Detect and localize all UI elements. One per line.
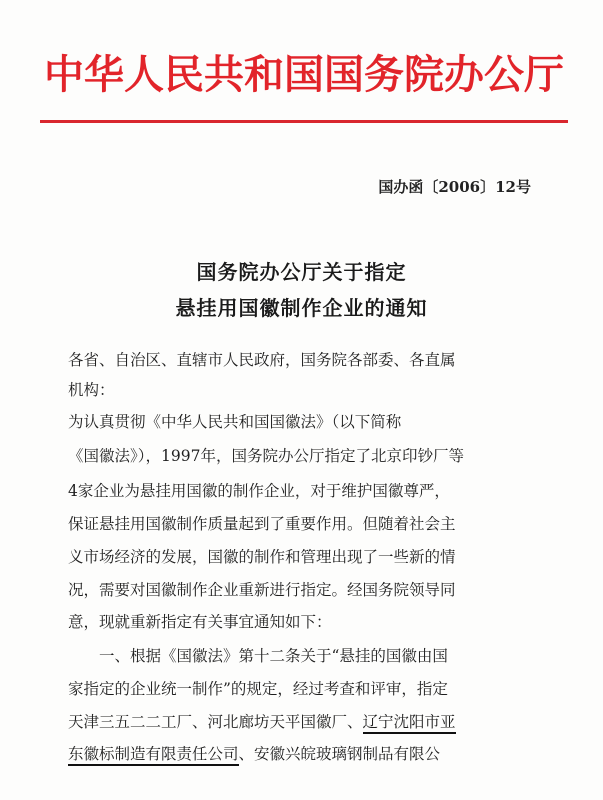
underlined-company-name-end: 东徽标制造有限责任公司 bbox=[68, 745, 239, 766]
body-line-1: 各省、自治区、直辖市人民政府，国务院各部委、各直属 bbox=[68, 351, 456, 369]
body-line-12-text: 天津三五二二工厂、河北廊坊天平国徽厂、 bbox=[68, 713, 363, 731]
body-line-4: 《国徽法》），1997年，国务院办公厅指定了北京印钞厂等 bbox=[68, 447, 464, 465]
body-line-12 bbox=[68, 712, 548, 732]
body-line-13 bbox=[68, 744, 548, 764]
body-line-6: 保证悬挂用国徽制作质量起到了重要作用。但随着社会主 bbox=[68, 515, 456, 533]
document-number: 国办函〔2006〕12号 bbox=[378, 178, 531, 196]
red-divider-rule bbox=[40, 120, 568, 123]
notice-title-line-2: 悬挂用国徽制作企业的通知 bbox=[175, 296, 428, 320]
underlined-company-name-start: 辽宁沈阳市亚 bbox=[363, 713, 456, 734]
body-line-11: 家指定的企业统一制作”的规定，经过考查和评审，指定 bbox=[68, 680, 448, 698]
body-line-10: 一、根据《国徽法》第十二条关于“悬挂的国徽由国 bbox=[68, 647, 448, 665]
body-line-2: 机构： bbox=[68, 381, 115, 399]
body-line-8: 况，需要对国徽制作企业重新进行指定。经国务院领导同 bbox=[68, 581, 456, 599]
body-line-3: 为认真贯彻《中华人民共和国国徽法》（以下简称 bbox=[68, 413, 402, 431]
notice-title-line-1: 国务院办公厅关于指定 bbox=[196, 260, 407, 284]
body-line-13-text: 、安徽兴皖玻璃钢制品有限公 bbox=[238, 745, 441, 763]
body-line-9: 意，现就重新指定有关事宜通知如下： bbox=[68, 613, 332, 631]
masthead-title: 中华人民共和国国务院办公厅 bbox=[44, 52, 564, 98]
body-line-5: 4家企业为悬挂用国徽的制作企业，对于维护国徽尊严， bbox=[68, 482, 450, 500]
body-line-7: 义市场经济的发展，国徽的制作和管理出现了一些新的情 bbox=[68, 548, 456, 566]
